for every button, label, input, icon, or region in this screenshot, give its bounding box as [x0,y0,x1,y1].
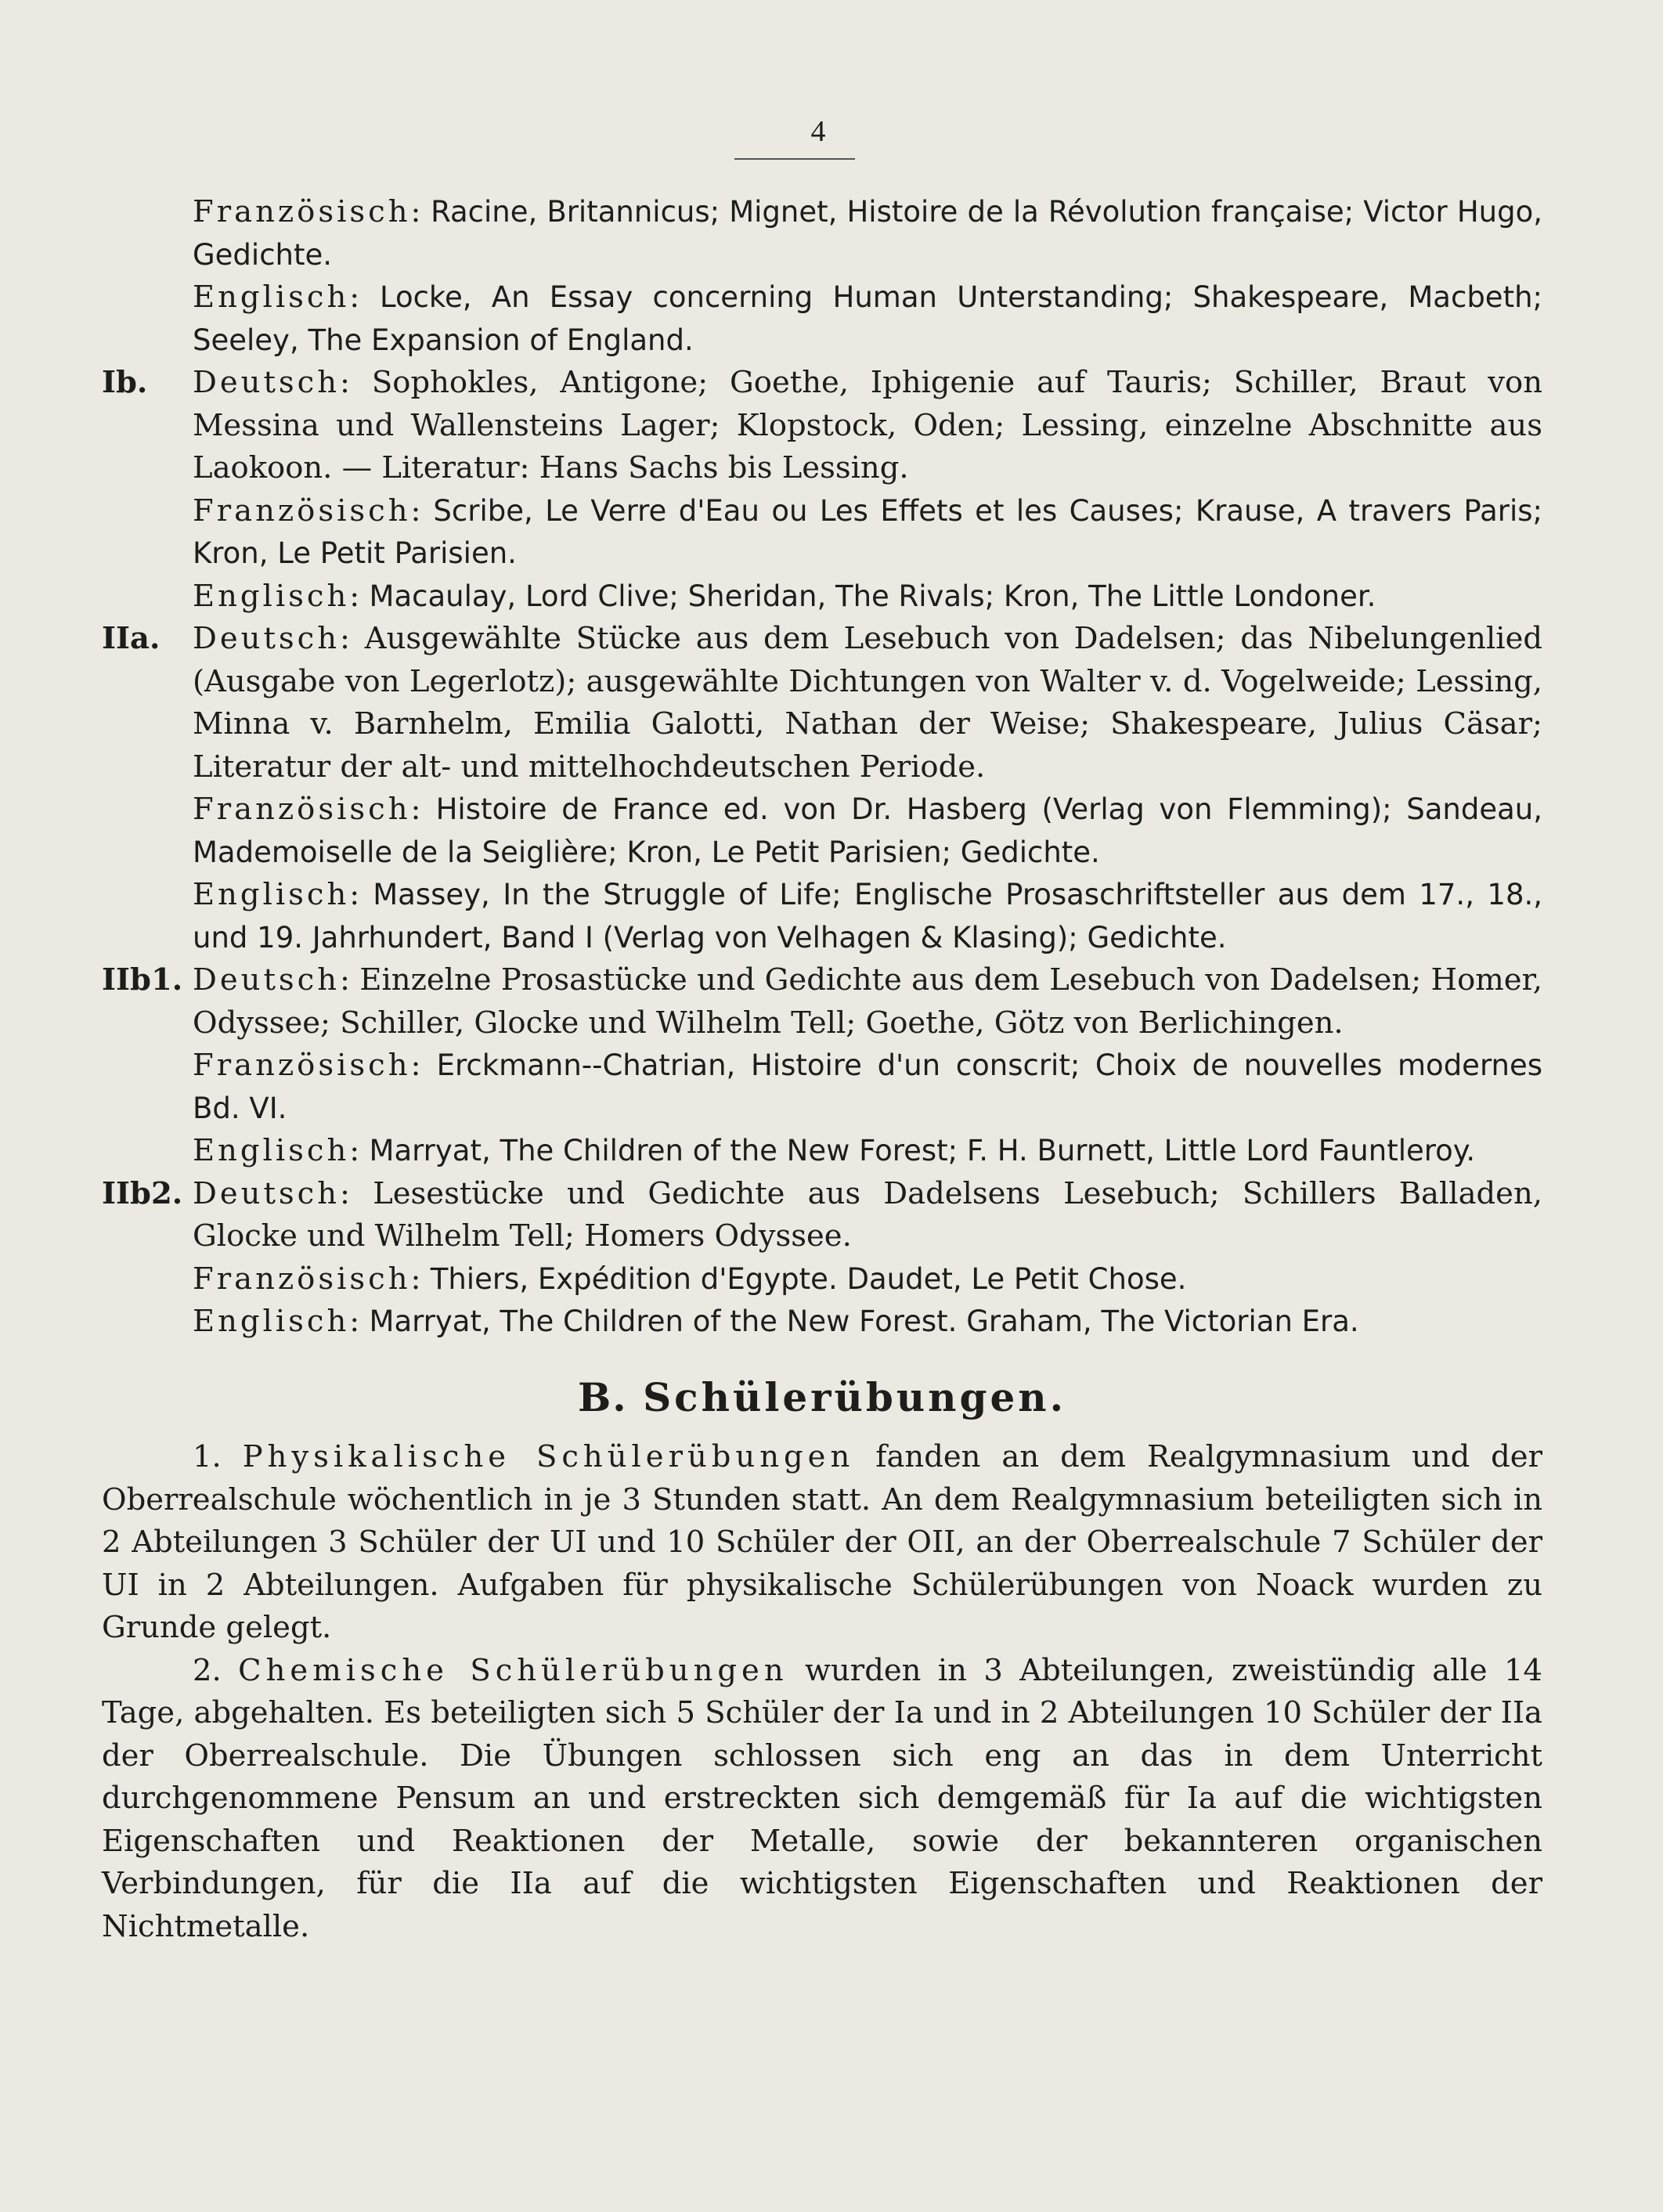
reading-list: Lesestücke und Gedichte aus Dadelsens Lesebuch; Schillers Balladen, Glocke und Wilhelm Tell; Homers Odyssee. [193,1175,1542,1254]
paragraph-lead: Physikalische Schülerübungen [242,1439,855,1474]
language-label: Englisch [193,280,350,315]
paragraph-lead: Chemische Schülerübungen [238,1652,788,1688]
reading-list: Locke, An Essay concerning Human Unterstanding; Shakespeare, Macbeth; Seeley, The Expansion of England. [193,280,1542,357]
reading-entry: Französisch: Scribe, Le Verre d'Eau ou Les Effets et les Causes; Krause, A travers Paris; Kron, Le Petit Parisien. [193,493,1542,570]
language-label: Französisch [193,194,411,229]
reading-entry: Englisch: Locke, An Essay concerning Human Unterstanding; Shakespeare, Macbeth; Seeley, The Expansion of England. [193,280,1542,357]
reading-list: Sophokles, Antigone; Goethe, Iphigenie auf Tauris; Schiller, Braut von Messina und Wallensteins Lager; Klopstock, Oden; Lessing, einzelne Abschnitte aus Laokoon. — Literatur: Hans Sachs bis Lessing. [193,365,1542,485]
section-heading [102,1373,1542,1420]
reading-list: Marryat, The Children of the New Forest; F. H. Burnett, Little Lord Fauntleroy. [369,1134,1476,1167]
section-letter: B. [577,1373,628,1420]
reading-list: Ausgewählte Stücke aus dem Lesebuch von Dadelsen; das Nibelungenlied (Ausgabe von Legerlotz); ausgewählte Dichtungen von Walter v. d. Vogelweide; Lessing, Minna v. Barnhelm, Emilia Galotti, Nathan der Weise; Shakespeare, Julius Cäsar; Literatur der alt- und mittelhochdeutschen Periode. [193,621,1543,785]
page-number: 4 [810,115,826,148]
paragraph-text: wurden in 3 Abteilungen, zweistündig alle 14 Tage, abgehalten. Es beteiligten sich 5 Schüler der Ia und in 2 Abteilungen 10 Schüler der IIa der Oberrealschule. Die Übungen schlossen sich eng an das in dem Unterricht durchgenommene Pensum an und erstreckten sich demgemäß für Ia auf die wichtigsten Eigenschaften und Reaktionen der Metalle, sowie der bekannteren organischen Verbindungen, für die IIa auf die wichtigsten Eigenschaften und Reaktionen der Nichtmetalle. [102,1652,1542,1944]
language-label: Deutsch [193,962,341,998]
reading-list: Massey, In the Struggle of Life; Englische Prosaschriftsteller aus dem 17., 18., und 19. Jahrhundert, Band I (Verlag von Velhagen & Klasing); Gedichte. [193,878,1543,954]
reading-list: Marryat, The Children of the New Forest. Graham, The Victorian Era. [369,1304,1359,1338]
reading-list: Macaulay, Lord Clive; Sheridan, The Rivals; Kron, The Little Londoner. [369,579,1376,613]
paragraph-text: fanden an dem Realgymnasium und der Oberrealschule wöchentlich in je 3 Stunden statt. An dem Realgymnasium beteiligten sich in 2 Abteilungen 3 Schüler der UI und 10 Schüler der OII, an der Oberrealschule 7 Schüler der UI in 2 Abteilungen. Aufgaben für physikalische Schülerübungen von Noack wurden zu Grunde gelegt. [102,1439,1542,1645]
language-label: Französisch [193,1048,411,1083]
page-number-rule [734,158,855,160]
language-label: Deutsch [193,365,341,400]
class-label: IIa. [102,621,161,656]
language-label: Englisch [193,877,350,912]
reading-entry: Französisch: Racine, Britannicus; Mignet, Histoire de la Révolution française; Victor Hugo, Gedichte. [193,194,1542,272]
language-label: Englisch [193,1133,350,1168]
paragraph [102,1650,1542,1949]
reading-list: Scribe, Le Verre d'Eau ou Les Effets et les Causes; Krause, A travers Paris; Kron, Le Petit Parisien. [193,493,1542,570]
page-content [102,191,1542,1948]
reading-list: Racine, Britannicus; Mignet, Histoire de la Révolution française; Victor Hugo, Gedichte. [193,195,1542,272]
reading-entry: Ib. Deutsch: Sophokles, Antigone; Goethe, Iphigenie auf Tauris; Schiller, Braut von Messina und Wallensteins Lager; Klopstock, Oden; Lessing, einzelne Abschnitte aus Laokoon. — Literatur: Hans Sachs bis Lessing. [102,362,1542,490]
reading-entry: Französisch: Thiers, Expédition d'Egypte. Daudet, Le Petit Chose. [193,1261,1187,1297]
class-label: IIb2. [102,1175,183,1211]
reading-entry: Französisch: Histoire de France ed. von Dr. Hasberg (Verlag von Flemming); Sandeau, Mademoiselle de la Seiglière; Kron, Le Petit Parisien; Gedichte. [193,792,1542,869]
language-label: Englisch [193,578,350,614]
language-label: Deutsch [193,621,341,656]
reading-entry: IIb2. Deutsch: Lesestücke und Gedichte aus Dadelsens Lesebuch; Schillers Balladen, Glocke und Wilhelm Tell; Homers Odyssee. [102,1173,1542,1258]
paragraph-number: 2. [193,1652,222,1688]
language-label: Deutsch [193,1175,341,1211]
reading-entry: Englisch: Marryat, The Children of the New Forest; F. H. Burnett, Little Lord Fauntleroy. [193,1133,1476,1168]
paragraph [102,1436,1542,1650]
paragraph-number: 1. [193,1439,222,1474]
reading-list: Erckmann--Chatrian, Histoire d'un conscrit; Choix de nouvelles modernes Bd. VI. [193,1048,1542,1125]
reading-list: Thiers, Expédition d'Egypte. Daudet, Le Petit Chose. [430,1261,1187,1296]
language-label: Französisch [193,792,411,827]
reading-entry: Französisch: Erckmann--Chatrian, Histoire d'un conscrit; Choix de nouvelles modernes Bd. VI. [193,1048,1542,1125]
reading-entry: Englisch: Macaulay, Lord Clive; Sheridan, The Rivals; Kron, The Little Londoner. [193,578,1376,614]
section-title: Schülerübungen. [643,1373,1067,1420]
class-label: Ib. [102,365,148,400]
language-label: Englisch [193,1304,350,1339]
language-label: Französisch [193,1261,411,1297]
class-label: IIb1. [102,962,183,998]
reading-entry: IIa. Deutsch: Ausgewählte Stücke aus dem Lesebuch von Dadelsen; das Nibelungenlied (Ausgabe von Legerlotz); ausgewählte Dichtungen von Walter v. d. Vogelweide; Lessing, Minna v. Barnhelm, Emilia Galotti, Nathan der Weise; Shakespeare, Julius Cäsar; Literatur der alt- und mittelhochdeutschen Periode. [102,618,1542,788]
reading-list: Histoire de France ed. von Dr. Hasberg (Verlag von Flemming); Sandeau, Mademoiselle de la Seiglière; Kron, Le Petit Parisien; Gedichte. [193,792,1542,869]
reading-entry: Englisch: Massey, In the Struggle of Life; Englische Prosaschriftsteller aus dem 17., 18., und 19. Jahrhundert, Band I (Verlag von Velhagen & Klasing); Gedichte. [193,877,1543,954]
reading-entry: IIb1. Deutsch: Einzelne Prosastücke und Gedichte aus dem Lesebuch von Dadelsen; Homer, Odyssee; Schiller, Glocke und Wilhelm Tell; Goethe, Götz von Berlichingen. [102,959,1542,1045]
reading-list: Einzelne Prosastücke und Gedichte aus dem Lesebuch von Dadelsen; Homer, Odyssee; Schiller, Glocke und Wilhelm Tell; Goethe, Götz von Berlichingen. [193,962,1542,1041]
language-label: Französisch [193,493,411,529]
reading-entry: Englisch: Marryat, The Children of the New Forest. Graham, The Victorian Era. [193,1304,1359,1339]
